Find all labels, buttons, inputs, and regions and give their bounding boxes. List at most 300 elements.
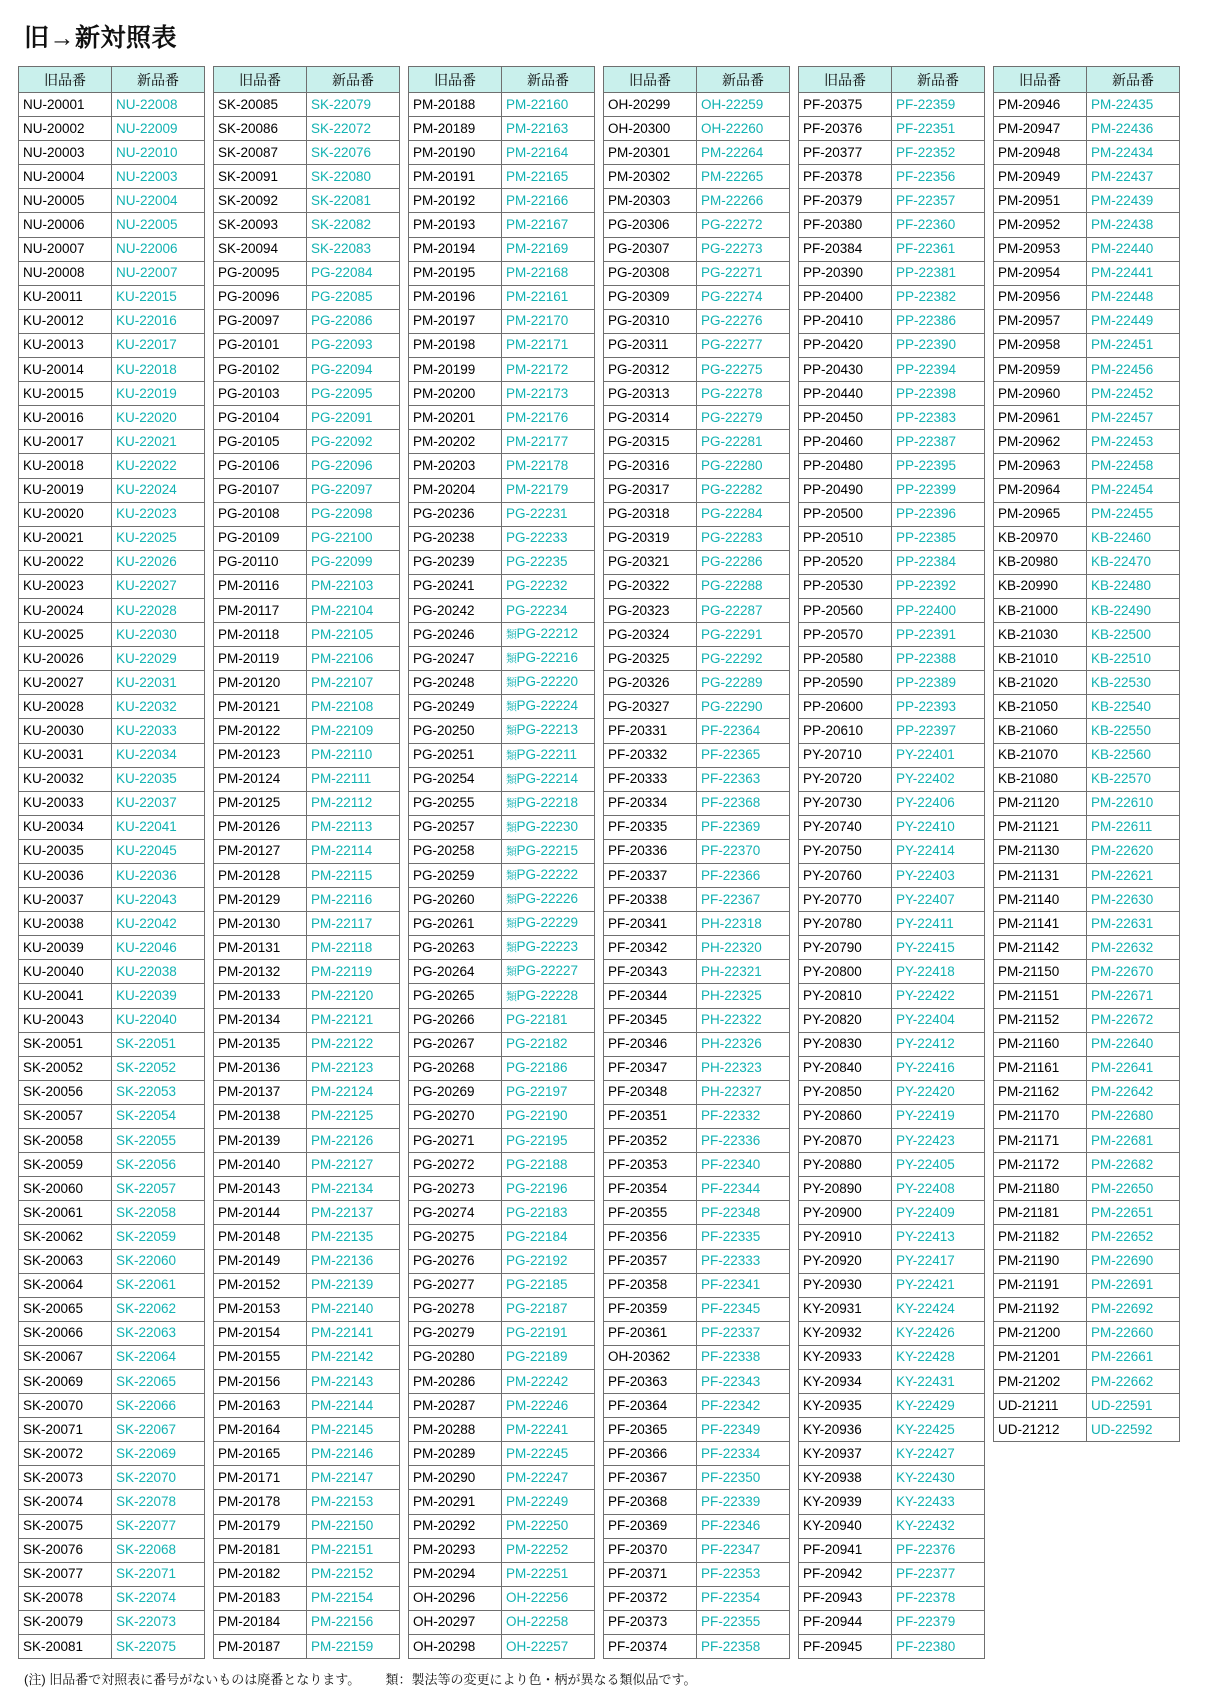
- old-part-number: KB-21080: [994, 767, 1087, 791]
- table-row: [19, 1153, 205, 1177]
- table-header-row: [994, 67, 1180, 93]
- old-part-number: PG-20279: [409, 1321, 502, 1345]
- old-part-number: PY-20820: [799, 1008, 892, 1032]
- table-row: [409, 574, 595, 598]
- old-part-number: PM-20193: [409, 213, 502, 237]
- old-part-number: KU-20037: [19, 888, 112, 912]
- old-part-number: KB-20990: [994, 574, 1087, 598]
- table-row: [19, 285, 205, 309]
- new-part-number: PM-22141: [307, 1321, 400, 1345]
- table-row: [19, 1635, 205, 1659]
- table-row: [799, 141, 985, 165]
- old-part-number: PG-20267: [409, 1032, 502, 1056]
- table-row: [19, 1442, 205, 1466]
- old-part-number: PM-20138: [214, 1104, 307, 1128]
- old-part-number: NU-20008: [19, 261, 112, 285]
- old-part-number: PM-20182: [214, 1562, 307, 1586]
- new-part-number: SK-22061: [112, 1273, 205, 1297]
- table-row: [604, 1562, 790, 1586]
- table-row: [409, 695, 595, 719]
- table-row: [409, 1635, 595, 1659]
- table-row: [19, 1273, 205, 1297]
- new-part-number: PF-22376: [892, 1538, 985, 1562]
- new-part-number: PF-22342: [697, 1394, 790, 1418]
- new-part-number: SK-22082: [307, 213, 400, 237]
- table-row: [409, 1080, 595, 1104]
- old-part-number: OH-20297: [409, 1610, 502, 1634]
- old-part-number: PG-20103: [214, 382, 307, 406]
- table-row: [604, 93, 790, 117]
- old-part-number: PP-20430: [799, 358, 892, 382]
- part-number-table: [993, 66, 1180, 1442]
- new-part-number: KU-22045: [112, 839, 205, 863]
- new-part-number: PM-22449: [1087, 309, 1180, 333]
- table-row: [994, 1369, 1180, 1393]
- new-part-number: PF-22340: [697, 1153, 790, 1177]
- new-part-number: PF-22344: [697, 1177, 790, 1201]
- new-part-number: PG-22284: [697, 502, 790, 526]
- new-part-number: PG-22271: [697, 261, 790, 285]
- new-part-number: PP-22386: [892, 309, 985, 333]
- old-part-number: PM-21171: [994, 1129, 1087, 1153]
- table-row: [604, 333, 790, 357]
- old-part-number: PF-20366: [604, 1442, 697, 1466]
- old-part-number: PM-21162: [994, 1080, 1087, 1104]
- part-number-table: [18, 66, 205, 1659]
- old-part-number: PF-20331: [604, 719, 697, 743]
- old-part-number: PG-20106: [214, 454, 307, 478]
- table-row: [214, 1586, 400, 1610]
- new-part-number: KU-22029: [112, 647, 205, 671]
- old-part-number: PM-20949: [994, 165, 1087, 189]
- new-part-number: KU-22022: [112, 454, 205, 478]
- old-part-number: PG-20318: [604, 502, 697, 526]
- old-part-number: PM-21200: [994, 1321, 1087, 1345]
- table-row: [214, 93, 400, 117]
- table-row: [214, 1249, 400, 1273]
- new-part-number: PM-22692: [1087, 1297, 1180, 1321]
- old-part-number: KB-21000: [994, 598, 1087, 622]
- new-part-number: KB-22500: [1087, 623, 1180, 647]
- new-part-number: PG-22086: [307, 309, 400, 333]
- old-part-number: SK-20070: [19, 1394, 112, 1418]
- new-part-number: SK-22080: [307, 165, 400, 189]
- table-row: [409, 1538, 595, 1562]
- new-part-number: PF-22360: [892, 213, 985, 237]
- table-row: [604, 141, 790, 165]
- table-row: [994, 478, 1180, 502]
- table-row: [799, 1345, 985, 1369]
- new-part-number: PF-22346: [697, 1514, 790, 1538]
- new-part-number: PG-22291: [697, 623, 790, 647]
- new-part-number: PM-22107: [307, 671, 400, 695]
- new-part-number: PM-22135: [307, 1225, 400, 1249]
- old-part-number: PM-21192: [994, 1297, 1087, 1321]
- new-part-number: PM-22245: [502, 1442, 595, 1466]
- new-part-number: PF-22377: [892, 1562, 985, 1586]
- new-part-number: PM-22146: [307, 1442, 400, 1466]
- old-part-number: PG-20319: [604, 526, 697, 550]
- old-part-number: PG-20097: [214, 309, 307, 333]
- old-part-number: PF-20354: [604, 1177, 697, 1201]
- table-row: [214, 743, 400, 767]
- table-row: [799, 406, 985, 430]
- old-part-number: PM-20202: [409, 430, 502, 454]
- new-part-number: PY-22410: [892, 815, 985, 839]
- old-part-number: PG-20258: [409, 839, 502, 863]
- old-part-number: KU-20027: [19, 671, 112, 695]
- new-part-number: PP-22395: [892, 454, 985, 478]
- old-part-number: PM-20200: [409, 382, 502, 406]
- old-part-number: PY-20880: [799, 1153, 892, 1177]
- new-part-number: PM-22252: [502, 1538, 595, 1562]
- new-part-number: PM-22118: [307, 936, 400, 960]
- old-part-number: PY-20840: [799, 1056, 892, 1080]
- new-part-number: PM-22106: [307, 647, 400, 671]
- table-row: [214, 1466, 400, 1490]
- new-part-number: PM-22264: [697, 141, 790, 165]
- old-part-number: PM-20136: [214, 1056, 307, 1080]
- table-row: [214, 502, 400, 526]
- table-row: [604, 1586, 790, 1610]
- new-part-number: KU-22036: [112, 864, 205, 888]
- table-row: [994, 117, 1180, 141]
- table-row: [409, 598, 595, 622]
- table-row: [604, 213, 790, 237]
- old-part-number: PG-20102: [214, 358, 307, 382]
- old-part-number: PG-20261: [409, 912, 502, 936]
- new-part-number: PF-22369: [697, 815, 790, 839]
- old-part-number: PM-21180: [994, 1177, 1087, 1201]
- new-part-number: SK-22074: [112, 1586, 205, 1610]
- new-part-number: SK-22072: [307, 117, 400, 141]
- new-part-number: PM-22116: [307, 888, 400, 912]
- new-part-number: PM-22670: [1087, 960, 1180, 984]
- old-part-number: PP-20510: [799, 526, 892, 550]
- table-row: [19, 358, 205, 382]
- old-part-number: NU-20006: [19, 213, 112, 237]
- new-part-number: PP-22381: [892, 261, 985, 285]
- old-part-number: PF-20380: [799, 213, 892, 237]
- table-row: [214, 1104, 400, 1128]
- table-row: [799, 1201, 985, 1225]
- table-row: [994, 719, 1180, 743]
- old-part-number: PM-21181: [994, 1201, 1087, 1225]
- new-part-number: PG-22185: [502, 1273, 595, 1297]
- table-row: [19, 743, 205, 767]
- new-part-number: SK-22063: [112, 1321, 205, 1345]
- new-part-number: PM-22672: [1087, 1008, 1180, 1032]
- old-part-number: SK-20079: [19, 1610, 112, 1634]
- new-part-number: KU-22023: [112, 502, 205, 526]
- new-part-number: PM-22137: [307, 1201, 400, 1225]
- old-part-number: NU-20001: [19, 93, 112, 117]
- new-part-number: PG-22187: [502, 1297, 595, 1321]
- old-part-number: PM-20148: [214, 1225, 307, 1249]
- table-row: [799, 864, 985, 888]
- footnote-part1: (注) 旧品番で対照表に番号がないものは廃番となります。: [24, 1672, 361, 1688]
- table-row: [19, 1514, 205, 1538]
- new-part-number: KU-22030: [112, 623, 205, 647]
- old-part-number: PG-20273: [409, 1177, 502, 1201]
- old-part-number: PM-20951: [994, 189, 1087, 213]
- old-part-number: PM-20143: [214, 1177, 307, 1201]
- table-row: [994, 261, 1180, 285]
- new-part-number: KB-22460: [1087, 526, 1180, 550]
- old-part-number: PP-20400: [799, 285, 892, 309]
- new-part-number: PG-22097: [307, 478, 400, 502]
- new-part-number: PH-22321: [697, 960, 790, 984]
- old-part-number: PM-20199: [409, 358, 502, 382]
- old-part-number: PF-20365: [604, 1418, 697, 1442]
- table-row: [604, 1369, 790, 1393]
- new-part-number: SK-22065: [112, 1369, 205, 1393]
- table-row: [409, 864, 595, 888]
- table-row: [604, 1345, 790, 1369]
- table-row: [214, 1514, 400, 1538]
- table-row: [604, 574, 790, 598]
- old-part-number: PP-20390: [799, 261, 892, 285]
- new-part-number: PG-22278: [697, 382, 790, 406]
- new-part-number: PM-22241: [502, 1418, 595, 1442]
- table-column: [18, 66, 205, 1659]
- table-row: [409, 936, 595, 960]
- table-header-row: [409, 67, 595, 93]
- old-part-number: PM-20947: [994, 117, 1087, 141]
- new-part-number: PF-22365: [697, 743, 790, 767]
- old-part-number: PM-20121: [214, 695, 307, 719]
- old-part-number: PM-21130: [994, 839, 1087, 863]
- new-part-number: PG-22275: [697, 358, 790, 382]
- table-row: [19, 984, 205, 1008]
- old-part-number: PM-20291: [409, 1490, 502, 1514]
- table-row: [19, 695, 205, 719]
- new-part-number: PG-22189: [502, 1345, 595, 1369]
- table-row: [799, 984, 985, 1008]
- old-part-number: PP-20490: [799, 478, 892, 502]
- old-part-number: OH-20300: [604, 117, 697, 141]
- table-row: [214, 285, 400, 309]
- new-part-number: KB-22550: [1087, 719, 1180, 743]
- table-row: [604, 1153, 790, 1177]
- table-row: [19, 406, 205, 430]
- table-row: [409, 478, 595, 502]
- old-part-number: PM-20956: [994, 285, 1087, 309]
- old-part-number: KU-20019: [19, 478, 112, 502]
- similar-item-marker: 類: [506, 942, 517, 955]
- new-part-number: PM-22123: [307, 1056, 400, 1080]
- table-row: [214, 1538, 400, 1562]
- new-part-number: KB-22560: [1087, 743, 1180, 767]
- old-part-number: PY-20740: [799, 815, 892, 839]
- new-part-number: PM-22105: [307, 623, 400, 647]
- table-row: [604, 1008, 790, 1032]
- new-part-number: PF-22339: [697, 1490, 790, 1514]
- table-row: [214, 1610, 400, 1634]
- new-part-number: KU-22035: [112, 767, 205, 791]
- old-part-number: KU-20039: [19, 936, 112, 960]
- table-row: [604, 1466, 790, 1490]
- old-part-number: PF-20364: [604, 1394, 697, 1418]
- table-row: [19, 623, 205, 647]
- table-row: [19, 478, 205, 502]
- old-part-number: SK-20065: [19, 1297, 112, 1321]
- table-row: [19, 719, 205, 743]
- table-row: [994, 912, 1180, 936]
- new-part-number: PF-22356: [892, 165, 985, 189]
- table-row: [799, 117, 985, 141]
- table-row: [994, 839, 1180, 863]
- table-row: [604, 1080, 790, 1104]
- table-row: [799, 1490, 985, 1514]
- table-row: [799, 1297, 985, 1321]
- old-part-number: OH-20362: [604, 1345, 697, 1369]
- new-part-number: PF-22380: [892, 1635, 985, 1659]
- table-row: [409, 454, 595, 478]
- old-part-number: PY-20860: [799, 1104, 892, 1128]
- old-part-number: PM-20301: [604, 141, 697, 165]
- old-part-number: KU-20023: [19, 574, 112, 598]
- new-part-number: PP-22394: [892, 358, 985, 382]
- old-part-number: PF-20359: [604, 1297, 697, 1321]
- old-part-number: PM-20963: [994, 454, 1087, 478]
- table-row: [994, 598, 1180, 622]
- new-part-number: PG-22282: [697, 478, 790, 502]
- new-part-number: PM-22114: [307, 839, 400, 863]
- old-part-number: PY-20800: [799, 960, 892, 984]
- new-part-number: SK-22076: [307, 141, 400, 165]
- new-part-number: NU-22004: [112, 189, 205, 213]
- old-part-number: KU-20028: [19, 695, 112, 719]
- new-part-number: KU-22024: [112, 478, 205, 502]
- new-part-number: PM-22159: [307, 1635, 400, 1659]
- table-row: [214, 1562, 400, 1586]
- old-part-number: PG-20101: [214, 333, 307, 357]
- old-part-number: PY-20890: [799, 1177, 892, 1201]
- table-row: [19, 213, 205, 237]
- new-part-number: NU-22008: [112, 93, 205, 117]
- new-part-number: KU-22019: [112, 382, 205, 406]
- new-part-number: PG-22234: [502, 598, 595, 622]
- old-part-number: PM-20117: [214, 598, 307, 622]
- table-row: [214, 1369, 400, 1393]
- new-part-number: PM-22161: [502, 285, 595, 309]
- new-part-number: PM-22458: [1087, 454, 1180, 478]
- new-part-number: NU-22009: [112, 117, 205, 141]
- table-row: [19, 117, 205, 141]
- table-row: [799, 1442, 985, 1466]
- new-part-number: PM-22691: [1087, 1273, 1180, 1297]
- similar-item-marker: 類: [506, 725, 517, 738]
- table-row: [214, 478, 400, 502]
- new-part-number: PM-22121: [307, 1008, 400, 1032]
- old-part-number: SK-20063: [19, 1249, 112, 1273]
- new-part-number: PM-22610: [1087, 791, 1180, 815]
- new-part-number: PM-22126: [307, 1129, 400, 1153]
- new-part-number: PG-22182: [502, 1032, 595, 1056]
- new-part-number: SK-22068: [112, 1538, 205, 1562]
- new-part-number: PM-22250: [502, 1514, 595, 1538]
- old-part-number: PF-20347: [604, 1056, 697, 1080]
- table-row: [19, 574, 205, 598]
- new-part-number: PH-22325: [697, 984, 790, 1008]
- table-row: [604, 237, 790, 261]
- new-part-number: PF-22358: [697, 1635, 790, 1659]
- table-row: [214, 912, 400, 936]
- new-part-number: PG-22277: [697, 333, 790, 357]
- table-row: [799, 502, 985, 526]
- old-part-number: PM-21182: [994, 1225, 1087, 1249]
- table-row: [604, 1418, 790, 1442]
- similar-item-marker: 類: [506, 701, 517, 714]
- new-part-number: PG-22276: [697, 309, 790, 333]
- old-part-number: PY-20920: [799, 1249, 892, 1273]
- old-part-number: KU-20031: [19, 743, 112, 767]
- new-part-number: PY-22402: [892, 767, 985, 791]
- new-part-number: PG-22196: [502, 1177, 595, 1201]
- new-part-number: PM-22640: [1087, 1032, 1180, 1056]
- tables-container: [18, 66, 1203, 1659]
- table-row: [994, 888, 1180, 912]
- table-row: [994, 695, 1180, 719]
- table-column: [603, 66, 790, 1659]
- table-row: [409, 1104, 595, 1128]
- table-row: [799, 1610, 985, 1634]
- table-row: [994, 647, 1180, 671]
- table-row: [604, 960, 790, 984]
- new-part-number: KU-22031: [112, 671, 205, 695]
- table-row: [994, 984, 1180, 1008]
- table-row: [994, 1225, 1180, 1249]
- table-row: [994, 1104, 1180, 1128]
- table-row: [19, 454, 205, 478]
- table-column: [993, 66, 1180, 1442]
- new-part-number: PG-22092: [307, 430, 400, 454]
- table-row: [214, 671, 400, 695]
- new-part-number: PF-22333: [697, 1249, 790, 1273]
- table-row: [604, 454, 790, 478]
- table-row: [604, 912, 790, 936]
- table-row: [19, 382, 205, 406]
- new-part-number: PM-22438: [1087, 213, 1180, 237]
- table-row: [799, 719, 985, 743]
- table-row: [19, 864, 205, 888]
- new-part-number: KU-22015: [112, 285, 205, 309]
- new-part-number: PM-22439: [1087, 189, 1180, 213]
- old-part-number: PG-20251: [409, 743, 502, 767]
- new-part-number: PM-22457: [1087, 406, 1180, 430]
- old-part-number: PM-21141: [994, 912, 1087, 936]
- new-part-number: KU-22032: [112, 695, 205, 719]
- new-part-number: PG-22095: [307, 382, 400, 406]
- old-part-number: PG-20277: [409, 1273, 502, 1297]
- table-row: [994, 864, 1180, 888]
- table-row: [19, 165, 205, 189]
- table-row: [19, 309, 205, 333]
- table-row: [214, 1418, 400, 1442]
- old-part-number: PG-20107: [214, 478, 307, 502]
- old-part-number: PP-20590: [799, 671, 892, 695]
- new-part-number: KB-22530: [1087, 671, 1180, 695]
- new-part-number: PM-22179: [502, 478, 595, 502]
- new-part-number: PY-22406: [892, 791, 985, 815]
- old-part-number: SK-20069: [19, 1369, 112, 1393]
- table-row: [994, 960, 1180, 984]
- old-part-number: PM-20171: [214, 1466, 307, 1490]
- table-row: [799, 767, 985, 791]
- new-part-number: PF-22348: [697, 1201, 790, 1225]
- old-part-number: PG-20095: [214, 261, 307, 285]
